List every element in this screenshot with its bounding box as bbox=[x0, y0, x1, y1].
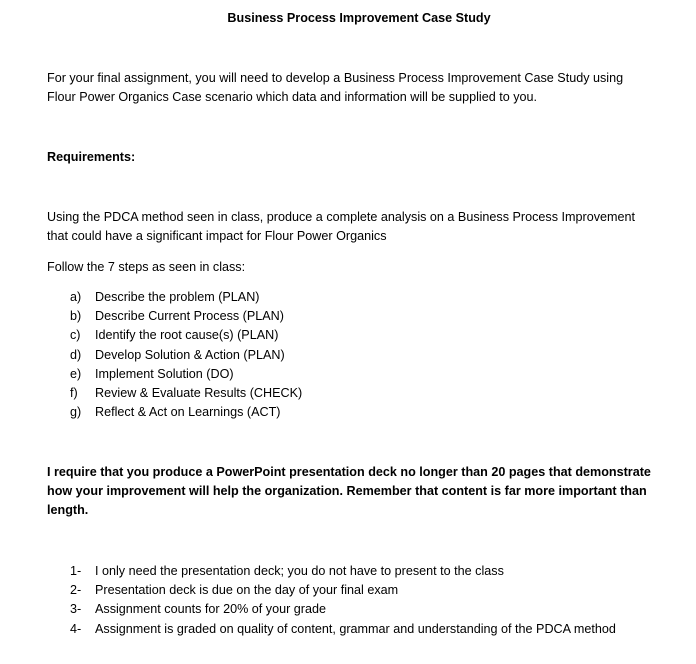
list-item-text: Develop Solution & Action (PLAN) bbox=[95, 347, 285, 362]
list-marker: a) bbox=[70, 290, 82, 304]
list-item-text: Assignment is graded on quality of content, grammar and understanding of the PDCA method bbox=[95, 621, 616, 636]
list-item-text: Presentation deck is due on the day of your final exam bbox=[95, 583, 399, 598]
list-marker: b) bbox=[70, 309, 82, 324]
list-item-text: Implement Solution (DO) bbox=[95, 366, 234, 381]
list-item-text: Review & Evaluate Results (CHECK) bbox=[95, 385, 303, 400]
list-item bbox=[70, 403, 670, 422]
list-item bbox=[70, 346, 670, 365]
list-item bbox=[70, 288, 670, 307]
intro-line-2: Flour Power Organics Case scenario which data and information will be supplied to you. bbox=[47, 90, 538, 104]
list-item bbox=[70, 326, 670, 345]
pdca-paragraph bbox=[47, 208, 677, 246]
list-item bbox=[70, 620, 670, 639]
list-item bbox=[70, 562, 670, 581]
steps-list bbox=[70, 288, 670, 422]
list-marker: d) bbox=[70, 347, 82, 362]
list-item-text: Describe the problem (PLAN) bbox=[95, 290, 260, 304]
list-item bbox=[70, 384, 670, 403]
requirement-line-2: how your improvement will help the organization. Remember that content is far more important than bbox=[47, 484, 647, 498]
intro-line-1: For your final assignment, you will need to develop a Business Process Improvement Case Study using bbox=[47, 71, 624, 85]
intro-paragraph bbox=[47, 69, 677, 107]
requirement-line-1: I require that you produce a PowerPoint presentation deck no longer than 20 pages that demonstrate bbox=[47, 465, 651, 479]
list-marker: g) bbox=[70, 405, 82, 420]
list-marker: f) bbox=[70, 385, 78, 400]
requirements-heading: Requirements: bbox=[47, 150, 136, 164]
document-title: Business Process Improvement Case Study bbox=[227, 11, 491, 25]
list-item-text: Assignment counts for 20% of your grade bbox=[95, 602, 327, 617]
list-item-text: Identify the root cause(s) (PLAN) bbox=[95, 328, 279, 343]
list-item bbox=[70, 581, 670, 600]
follow-steps-text: Follow the 7 steps as seen in class: bbox=[47, 260, 246, 274]
list-item-text: Describe Current Process (PLAN) bbox=[95, 309, 284, 324]
list-marker: 4- bbox=[70, 621, 82, 636]
list-marker: 3- bbox=[70, 602, 82, 617]
requirement-line-3: length. bbox=[47, 503, 89, 517]
list-item bbox=[70, 365, 670, 384]
pdca-line-1: Using the PDCA method seen in class, produce a complete analysis on a Business Process Improvement bbox=[47, 210, 636, 224]
list-marker: 1- bbox=[70, 564, 82, 578]
list-item-text: Reflect & Act on Learnings (ACT) bbox=[95, 405, 281, 420]
list-item bbox=[70, 600, 670, 619]
list-item bbox=[70, 307, 670, 326]
pdca-line-2: that could have a significant impact for Flour Power Organics bbox=[47, 229, 387, 243]
list-marker: 2- bbox=[70, 583, 82, 598]
requirement-paragraph bbox=[47, 463, 687, 520]
list-item-text: I only need the presentation deck; you do not have to present to the class bbox=[95, 564, 504, 578]
notes-list bbox=[70, 562, 670, 639]
list-marker: c) bbox=[70, 328, 81, 343]
list-marker: e) bbox=[70, 366, 82, 381]
